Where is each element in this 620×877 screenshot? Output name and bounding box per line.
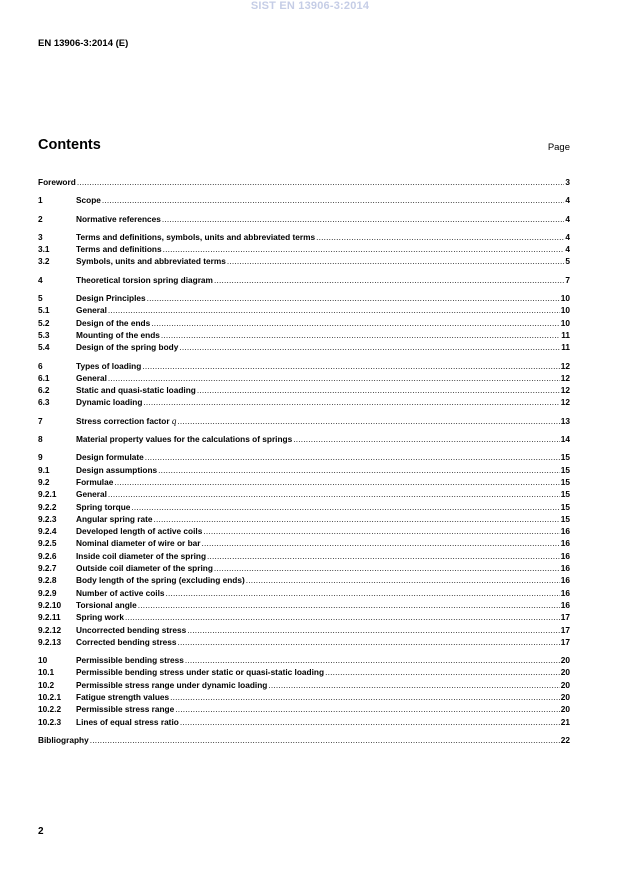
page-number: 2 (38, 826, 44, 837)
toc-leader-dots (197, 384, 560, 396)
toc-entry-title (76, 716, 179, 728)
toc-entry-page: 12 (560, 397, 570, 408)
toc-leader-dots (138, 599, 560, 611)
toc-entry-number: 9.2.2 (38, 501, 57, 512)
toc-entry-number: 9 (38, 452, 43, 463)
toc-entry[interactable] (38, 703, 570, 715)
toc-entry-title-text: Design of the ends (76, 317, 151, 328)
toc-leader-dots (108, 488, 560, 500)
toc-entry-title-text: Types of loading (76, 360, 142, 371)
toc-entry-page: 16 (560, 538, 570, 549)
toc-entry-page: 15 (560, 476, 570, 487)
toc-entry-title (76, 513, 153, 525)
toc-entry-number: 9.2.6 (38, 550, 57, 561)
toc-entry-title-text: Symbols, units and abbreviated terms (76, 256, 226, 267)
toc-entry-title: Foreword (38, 177, 76, 187)
toc-entry-page: 22 (560, 734, 570, 745)
toc-entry[interactable] (38, 501, 570, 513)
toc-entry-title (76, 213, 161, 225)
toc-entry[interactable] (38, 488, 570, 500)
toc-entry-title-text: Stress correction factor (76, 415, 170, 426)
toc-entry-title (76, 691, 169, 703)
toc-entry-page: 13 (560, 415, 570, 426)
toc-entry[interactable] (38, 451, 570, 463)
toc-entry-title-text: Scope (76, 195, 101, 206)
contents-title: Contents (38, 137, 101, 153)
toc-entry-number: 5.1 (38, 305, 50, 316)
toc-entry-title (76, 415, 176, 427)
toc-entry-title (76, 666, 324, 678)
document-id: EN 13906-3:2014 (E) (38, 38, 129, 49)
toc-entry-title (76, 574, 245, 586)
toc-entry-page: 15 (560, 489, 570, 500)
toc-leader-dots (162, 213, 565, 225)
toc-entry-title-text: Theoretical torsion spring diagram (76, 274, 213, 285)
toc-entry-title-text: Permissible bending stress (76, 655, 184, 666)
toc-entry-page: 15 (560, 452, 570, 463)
toc-entry-number: 9.2.8 (38, 575, 57, 586)
toc-entry-title (76, 372, 107, 384)
toc-entry-page: 20 (560, 691, 570, 702)
toc-entry-number: 9.2.5 (38, 538, 57, 549)
toc-entry[interactable] (38, 599, 570, 611)
toc-entry-number: 9.2.13 (38, 636, 62, 647)
toc-entry-title-text: General (76, 372, 107, 383)
toc-entry-number: 9.2.4 (38, 526, 57, 537)
toc-entry-number: 8 (38, 434, 43, 445)
toc-entry-page: 11 (561, 329, 570, 340)
toc-entry-title-text: Design assumptions (76, 464, 158, 475)
toc-entry-page: 16 (560, 563, 570, 574)
toc-entry-page: 12 (560, 360, 570, 371)
toc-entry[interactable] (38, 372, 570, 384)
toc-entry-page: 4 (565, 244, 570, 255)
toc-leader-dots (175, 703, 560, 715)
toc-entry-title (76, 679, 267, 691)
toc-entry-number: 10.2.2 (38, 704, 62, 715)
toc-entry-title-text: Permissible stress range (76, 704, 175, 715)
toc-entry-page: 12 (560, 372, 570, 383)
toc-entry[interactable] (38, 525, 570, 537)
toc-leader-dots (180, 716, 560, 728)
toc-entry-title (76, 525, 202, 537)
toc-leader-dots (170, 691, 560, 703)
toc-entry-number: 10 (38, 655, 48, 666)
toc-entry[interactable] (38, 176, 570, 188)
toc-entry-title (76, 329, 160, 341)
toc-entry-title-text: Nominal diameter of wire or bar (76, 538, 201, 549)
toc-entry[interactable] (38, 194, 570, 206)
toc-entry[interactable] (38, 329, 570, 341)
toc-entry-title (76, 341, 178, 353)
toc-leader-dots (203, 525, 559, 537)
toc-entry-title-text: Normative references (76, 213, 161, 224)
toc-entry-number: 9.2.12 (38, 624, 62, 635)
toc-entry-title-text: Torsional angle (76, 599, 137, 610)
toc-entry-title (76, 360, 141, 372)
toc-entry-title (76, 433, 292, 445)
toc-entry-title (76, 274, 213, 286)
toc-entry-page: 10 (560, 293, 570, 304)
toc-entry-title-text: Static and quasi-static loading (76, 385, 196, 396)
toc-entry[interactable] (38, 562, 570, 574)
toc-entry[interactable] (38, 636, 570, 648)
toc-entry-page: 5 (565, 256, 570, 267)
toc-entry-number: 9.2.3 (38, 513, 57, 524)
toc-leader-dots (154, 513, 560, 525)
toc-entry-page: 20 (560, 704, 570, 715)
toc-entry-page: 7 (565, 274, 570, 285)
toc-entry-page: 16 (560, 526, 570, 537)
toc-entry-page: 14 (560, 434, 570, 445)
toc-entry-page: 17 (560, 624, 570, 635)
toc-leader-dots (214, 562, 560, 574)
toc-entry-number: 3.1 (38, 244, 50, 255)
toc-entry-number: 9.2 (38, 476, 50, 487)
toc-entry-number: 6.2 (38, 385, 50, 396)
toc-leader-dots (246, 574, 560, 586)
toc-entry-title (76, 654, 184, 666)
toc-leader-dots (214, 274, 564, 286)
toc-entry-page: 20 (560, 667, 570, 678)
toc-leader-dots (161, 329, 560, 341)
toc-entry[interactable] (38, 317, 570, 329)
toc-entry-page: 17 (560, 612, 570, 623)
toc-entry[interactable] (38, 464, 570, 476)
toc-entry-number: 9.2.10 (38, 599, 62, 610)
toc-entry-page: 21 (560, 716, 570, 727)
toc-entry-number: 6 (38, 360, 43, 371)
page-column-label: Page (547, 142, 570, 153)
toc-entry-title-text: Formulae (76, 476, 114, 487)
toc-leader-dots (143, 396, 559, 408)
toc-entry[interactable] (38, 476, 570, 488)
toc-entry-title (76, 562, 213, 574)
toc-entry-title (76, 488, 107, 500)
toc-entry[interactable] (38, 231, 570, 243)
toc-leader-dots (316, 231, 564, 243)
toc-entry-number: 10.2 (38, 679, 55, 690)
toc-leader-dots (201, 537, 559, 549)
toc-leader-dots (90, 734, 560, 746)
toc-entry-title (76, 587, 165, 599)
toc-entry-number: 5.2 (38, 317, 50, 328)
toc-entry-page: 16 (560, 599, 570, 610)
toc-entry[interactable] (38, 550, 570, 562)
toc-leader-dots (102, 194, 564, 206)
toc-entry-number: 9.2.11 (38, 612, 61, 623)
toc-entry[interactable] (38, 716, 570, 728)
toc-entry-title-text: Terms and definitions, symbols, units and abbreviated terms (76, 231, 316, 242)
toc-entry-number: 10.2.3 (38, 716, 62, 727)
toc-entry-number: 9.2.9 (38, 587, 57, 598)
toc-entry-title (76, 194, 101, 206)
toc-leader-dots (293, 433, 560, 445)
toc-entry[interactable] (38, 213, 570, 225)
toc-entry[interactable] (38, 415, 570, 427)
toc-entry-title (76, 703, 174, 715)
toc-leader-dots (227, 255, 565, 267)
toc-entry-title-text: Angular spring rate (76, 513, 153, 524)
toc-entry-title (76, 476, 113, 488)
toc-leader-dots (131, 501, 559, 513)
toc-entry-page: 16 (560, 575, 570, 586)
toc-entry-title-text: Inside coil diameter of the spring (76, 550, 207, 561)
toc-entry[interactable] (38, 341, 570, 353)
toc-leader-dots (268, 679, 559, 691)
toc-entry-page: 4 (565, 231, 570, 242)
toc-entry-number: 7 (38, 415, 43, 426)
toc-entry-title (76, 636, 177, 648)
toc-leader-dots (147, 292, 560, 304)
table-of-contents (38, 176, 570, 746)
toc-entry-title (76, 396, 142, 408)
toc-entry-title (76, 231, 315, 243)
toc-entry-title (76, 501, 130, 513)
toc-entry-title-text: Spring torque (76, 501, 131, 512)
toc-entry-title (76, 317, 150, 329)
toc-entry-title (76, 611, 124, 623)
toc-entry-page: 16 (560, 550, 570, 561)
toc-entry-title-text: Spring work (76, 612, 124, 623)
watermark: SIST EN 13906-3:2014 (250, 0, 370, 12)
toc-entry[interactable] (38, 537, 570, 549)
toc-entry-title-text: Design Principles (76, 293, 146, 304)
toc-leader-dots (108, 372, 560, 384)
toc-entry[interactable] (38, 513, 570, 525)
toc-leader-dots (178, 636, 560, 648)
toc-entry[interactable] (38, 679, 570, 691)
toc-entry-title-text: General (76, 489, 107, 500)
toc-entry[interactable] (38, 292, 570, 304)
toc-entry-page: 10 (560, 317, 570, 328)
toc-leader-dots (207, 550, 560, 562)
toc-entry-title-text: Developed length of active coils (76, 526, 203, 537)
toc-entry-title (76, 624, 186, 636)
toc-entry-title-text: Corrected bending stress (76, 636, 177, 647)
toc-entry-title (76, 599, 137, 611)
toc-entry-title-text: Design of the spring body (76, 342, 179, 353)
toc-entry-page: 20 (560, 679, 570, 690)
toc-entry-title-text: Outside coil diameter of the spring (76, 563, 213, 574)
toc-entry-title (76, 451, 144, 463)
toc-entry-page: 3 (565, 177, 570, 187)
toc-entry-title-text: Fatigue strength values (76, 691, 170, 702)
toc-entry-symbol: q (171, 415, 177, 426)
toc-entry-page: 4 (565, 213, 570, 224)
toc-leader-dots (325, 666, 560, 678)
toc-entry-title (76, 464, 157, 476)
toc-entry-title (76, 292, 146, 304)
toc-entry-page: 15 (560, 501, 570, 512)
toc-entry[interactable] (38, 304, 570, 316)
toc-entry-number: 5 (38, 293, 43, 304)
toc-entry-number: 10.2.1 (38, 691, 62, 702)
toc-entry-page: 11 (561, 342, 570, 353)
toc-entry-number: 3.2 (38, 256, 50, 267)
toc-entry-title (76, 255, 226, 267)
toc-leader-dots (108, 304, 560, 316)
toc-leader-dots (163, 243, 565, 255)
toc-leader-dots (179, 341, 560, 353)
toc-entry-number: 9.2.7 (38, 563, 57, 574)
toc-entry-number: 6.3 (38, 397, 50, 408)
toc-entry[interactable] (38, 654, 570, 666)
toc-entry-title (76, 384, 196, 396)
toc-entry-number: 1 (38, 195, 43, 206)
toc-leader-dots (185, 654, 560, 666)
toc-entry[interactable] (38, 255, 570, 267)
toc-leader-dots (145, 451, 560, 463)
toc-entry[interactable] (38, 360, 570, 372)
toc-entry[interactable] (38, 611, 570, 623)
toc-entry-title-text: Terms and definitions (76, 244, 162, 255)
toc-entry-title-text: Permissible stress range under dynamic loading (76, 679, 268, 690)
toc-entry-page: 16 (560, 587, 570, 598)
toc-entry-page: 4 (565, 195, 570, 206)
toc-leader-dots (77, 176, 565, 188)
toc-entry-title-text: Design formulate (76, 452, 144, 463)
toc-entry-title (76, 537, 200, 549)
toc-entry-number: 5.3 (38, 329, 50, 340)
toc-entry-number: 4 (38, 274, 43, 285)
toc-leader-dots (151, 317, 560, 329)
toc-entry-title-text: Uncorrected bending stress (76, 624, 187, 635)
toc-entry-page: 15 (560, 464, 570, 475)
toc-leader-dots (177, 415, 559, 427)
toc-entry-page: 12 (560, 385, 570, 396)
toc-entry[interactable] (38, 243, 570, 255)
toc-entry-title-text: Body length of the spring (excluding ends) (76, 575, 245, 586)
toc-entry-title-text: Number of active coils (76, 587, 165, 598)
toc-entry-title: Bibliography (38, 734, 89, 745)
toc-leader-dots (114, 476, 559, 488)
toc-entry-page: 15 (560, 513, 570, 524)
toc-entry-title-text: General (76, 305, 107, 316)
toc-entry-title (76, 550, 206, 562)
toc-entry-title-text: Permissible bending stress under static or quasi-static loading (76, 667, 325, 678)
toc-entry-number: 10.1 (38, 667, 55, 678)
toc-entry[interactable] (38, 574, 570, 586)
toc-entry[interactable] (38, 587, 570, 599)
toc-entry[interactable] (38, 396, 570, 408)
toc-entry[interactable] (38, 666, 570, 678)
toc-leader-dots (187, 624, 560, 636)
toc-leader-dots (166, 587, 560, 599)
toc-entry-number: 5.4 (38, 342, 50, 353)
toc-entry-number: 9.2.1 (38, 489, 57, 500)
toc-entry-title-text: Lines of equal stress ratio (76, 716, 179, 727)
toc-entry-title-text: Dynamic loading (76, 397, 143, 408)
toc-entry-number: 3 (38, 231, 43, 242)
toc-entry-title (76, 243, 162, 255)
toc-entry-title-text: Material property values for the calculations of springs (76, 434, 293, 445)
toc-entry-page: 20 (560, 655, 570, 666)
toc-entry-number: 2 (38, 213, 43, 224)
toc-entry-number: 6.1 (38, 372, 50, 383)
toc-entry-title-text: Mounting of the ends (76, 329, 160, 340)
toc-entry-number: 9.1 (38, 464, 50, 475)
toc-entry[interactable] (38, 734, 570, 746)
toc-leader-dots (158, 464, 560, 476)
toc-entry-page: 17 (560, 636, 570, 647)
toc-entry[interactable] (38, 691, 570, 703)
toc-entry-title (76, 304, 107, 316)
toc-leader-dots (142, 360, 559, 372)
toc-entry-page: 10 (560, 305, 570, 316)
toc-entry[interactable] (38, 274, 570, 286)
toc-entry[interactable] (38, 384, 570, 396)
toc-entry[interactable] (38, 624, 570, 636)
toc-entry[interactable] (38, 433, 570, 445)
toc-leader-dots (125, 611, 560, 623)
